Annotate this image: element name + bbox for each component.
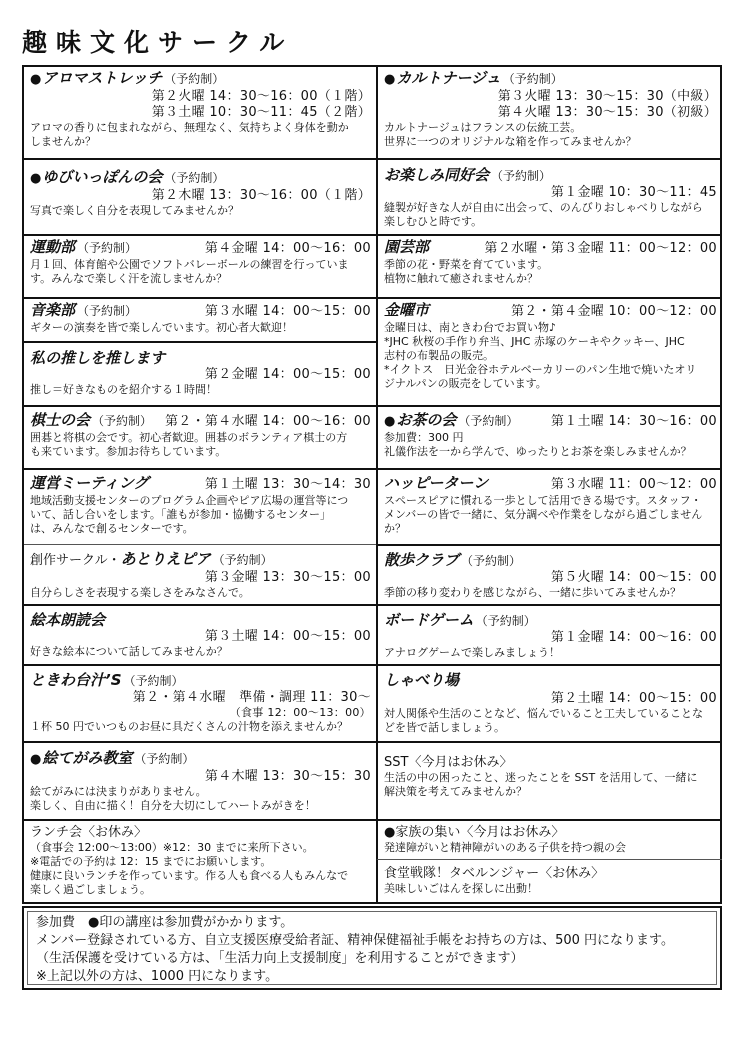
circle-name: あとりえピア [120,550,211,568]
description: 自分らしさを表現する楽しさをみなさんで。 [30,586,250,599]
schedule: 第２水曜・第３金曜 11：00〜12：00 [484,241,717,256]
description: 対人関係や生活のことなど、悩んでいること工夫していることな [384,707,703,720]
description: 季節の移り変わりを感じながら、一緒に歩いてみませんか？ [384,586,681,599]
description: カルトナージュはフランスの伝統工芸。 [384,121,582,134]
circle-yubi [24,158,376,234]
circle-name: 園芸部 [384,238,430,256]
description: ※電話での予約は 12：15 までにお願いします。 [30,855,272,868]
circle-name: 絵てがみ教室 [42,749,133,767]
reservation-tag: （予約制） [77,241,138,255]
page-title: 趣味文化サークル [22,28,294,57]
circle-ongaku [24,297,376,341]
description: 楽しむひと時です。 [384,215,483,228]
schedule: 第２・第４水曜 14：00〜16：00 [164,414,371,429]
circle-shokudo [376,859,722,902]
description: アナログゲームで楽しみましょう！ [384,646,560,659]
schedule: 第２木曜 13：30〜16：00（１階） [151,188,371,203]
circle-name: 棋士の会 [30,411,91,429]
schedule: 第３金曜 13：30〜15：00 [204,570,371,585]
circle-table [22,65,722,904]
fee-bullet: ● [30,72,42,87]
circle-prefix: 創作サークル・ [30,553,121,568]
reservation-tag: （予約制） [458,414,519,428]
circle-cartonnage [376,67,722,158]
description: 健康に良いランチを作っています。作る人も食べる人もみんなで [30,869,349,882]
description: スペースピアに慣れる一歩として活用できる場です。スタッフ・ [384,494,702,507]
reservation-tag: （予約制） [491,169,552,183]
description: しませんか？ [30,135,96,148]
reservation-tag: （予約制） [164,72,225,86]
circle-ocha [376,405,722,468]
description: *イクトス 日光金谷ホテルベーカリーのパン生地で焼いたオリ [384,363,697,376]
description: 美味しいごはんを探しに出動！ [384,882,538,895]
description: 推し＝好きなものを紹介する１時間！ [30,383,217,396]
circle-engei [376,234,722,297]
fee-bullet: ● [30,171,42,186]
description: 囲碁と将棋の会です。初心者歓迎。囲碁のボランティア棋士の方 [30,431,348,444]
circle-name: ときわ台汁’S [30,671,122,689]
description: 生活の中の困ったこと、迷ったことを SST を活用して、一緒に [384,771,698,784]
circle-unei [24,468,376,544]
schedule: 第１土曜 14：30〜16：00 [550,414,717,429]
fee-line: メンバー登録されている方、自立支援医療受給者証、精神保健福祉手帳をお持ちの方は、500 円になります。 [36,933,674,948]
fee-bullet: ● [30,752,42,767]
circle-name: ハッピーターン [384,474,489,492]
circle-tokiwa [24,664,376,741]
description: 月１回、体育館や公園でソフトバレーボールの練習を行っていま [30,258,349,271]
circle-name: アロマストレッチ [42,69,163,87]
circle-kishi [24,405,376,468]
circle-name: 私の推しを推します [30,349,166,367]
description: 参加費：300 円 [384,431,464,444]
description: 楽しく、自由に描く！自分を大切にしてハートみがきを！ [30,799,316,812]
fee-notice [22,906,722,990]
description: 植物に触れて癒されませんか？ [384,272,538,285]
circle-name: カルトナージュ [396,69,501,87]
description: 発達障がいと精神障がいのある子供を持つ親の会 [384,841,626,854]
description: 写真で楽しく自分を表現してみませんか？ [30,204,239,217]
description: １杯 50 円でいつものお昼に具だくさんの汁物を添えませんか？ [30,720,348,733]
reservation-tag: （予約制） [123,674,184,688]
reservation-tag: （予約制） [502,72,563,86]
circle-title: ●家族の集い〈今月はお休み〉 [384,825,565,840]
fee-line: 参加費 ●印の講座は参加費がかかります。 [36,915,294,930]
circle-name: しゃべり場 [384,671,460,689]
circle-name: ゆびいっぽんの会 [42,168,163,186]
schedule: 第３火曜 13：30〜15：30（中級） [497,89,717,104]
schedule: 第１金曜 14：00〜16：00 [550,630,717,645]
description: 解決策を考えてみませんか？ [384,785,527,798]
circle-undo [24,234,376,297]
reservation-tag: （予約制） [212,553,273,567]
description: どを皆で話しましょう。 [384,721,505,734]
schedule: 第２土曜 14：00〜15：00 [550,691,717,706]
schedule: 第１土曜 13：30〜14：30 [204,477,371,492]
circle-kazoku [376,819,722,859]
description: す。みんなで楽しく汗を流しませんか？ [30,272,228,285]
circle-name: 運営ミーティング [30,474,149,492]
circle-ehon [24,604,376,664]
circle-title: 食堂戦隊！タベルンジャー〈お休み〉 [384,866,605,881]
description: ジナルパンの販売をしています。 [384,377,547,390]
description: メンバーの皆で一緒に、気分調べや作業をしながら過ごしません [384,508,703,521]
circle-happy [376,468,722,544]
description: も来ています。参加お待ちしています。 [30,445,227,458]
reservation-tag: （予約制） [134,752,195,766]
description: 礼儀作法を一から学んで、ゆったりとお茶を楽しみませんか？ [384,445,692,458]
circle-name: 音楽部 [30,301,76,319]
schedule: 第２金曜 14：00〜15：00 [204,367,371,382]
description: 地域活動支援センターのプログラム企画やピア広場の運営等につ [30,494,349,507]
reservation-tag: （予約制） [164,171,225,185]
schedule: 第４金曜 14：00〜16：00 [204,241,371,256]
schedule-sub: （食事 12：00〜13：00） [229,706,371,719]
circle-name: お茶の会 [396,411,457,429]
schedule: 第２・第４水曜 準備・調理 11：30〜 [132,690,371,705]
circle-name: ボードゲーム [384,611,474,629]
circle-shaberi [376,664,722,741]
schedule: 第２火曜 14：30〜16：00（１階） [151,89,371,104]
description: （食事会 12:00〜13:00）※12：30 までに来所下さい。 [30,841,314,854]
description: 世界に一つのオリジナルな箱を作ってみませんか？ [384,135,637,148]
description: は、みんなで創るセンターです。 [30,522,194,535]
circle-aroma [24,67,376,158]
description: *JHC 秋桜の手作り弁当、JHC 赤塚のケーキやクッキー、JHC [384,335,685,348]
reservation-tag: （予約制） [461,554,522,568]
schedule: 第３水曜 11：00〜12：00 [550,477,717,492]
schedule: 第３土曜 10：30〜11：45（２階） [151,105,371,120]
circle-sst [376,741,722,819]
schedule: 第４火曜 13：30〜15：30（初級） [497,105,717,120]
fee-bullet: ● [384,414,396,429]
reservation-tag: （予約制） [475,614,536,628]
reservation-tag: （予約制） [77,304,138,318]
circle-name: 運動部 [30,238,76,256]
circle-name: 絵本朗読会 [30,611,106,629]
schedule: 第２・第４金曜 10：00〜12：00 [510,304,717,319]
description: いて、話し合いをします。「誰もが参加・協働するセンター」 [30,508,331,521]
reservation-tag: （予約制） [92,414,153,428]
circle-name: 散歩クラブ [384,551,460,569]
circle-name: お楽しみ同好会 [384,166,490,184]
description: 好きな絵本について話してみませんか？ [30,645,228,658]
description: アロマの香りに包まれながら、無理なく、気持ちよく身体を動か [30,121,349,134]
circle-atelier [24,544,376,604]
circle-oshi [24,341,376,405]
circle-kinyoichi [376,297,722,405]
description: 絵てがみには決まりがありません。 [30,785,207,798]
description: 縫製が好きな人が自由に出会って、のんびりおしゃべりしながら [384,201,703,214]
schedule: 第５火曜 14：00〜15：00 [550,570,717,585]
fee-line: ※上記以外の方は、1000 円になります。 [36,969,279,984]
description: 志村の布製品の販売。 [384,349,494,362]
description: 楽しく過ごしましょう。 [30,883,151,896]
fee-line: （生活保護を受けている方は、「生活力向上支援制度」を利用することができます） [36,951,524,966]
circle-title: ランチ会〈お休み〉 [30,825,148,840]
circle-lunch [24,819,376,902]
description: ギターの演奏を皆で楽しんでいます。初心者大歓迎！ [30,321,294,334]
fee-bullet: ● [384,72,396,87]
schedule: 第３土曜 14：00〜15：00 [204,629,371,644]
circle-name: 金曜市 [384,301,430,319]
schedule: 第４木曜 13：30〜15：30 [204,769,371,784]
description: か？ [384,522,406,535]
circle-etegami [24,741,376,819]
circle-title: SST〈今月はお休み〉 [384,755,513,770]
circle-board [376,604,722,664]
circle-sanpo [376,544,722,604]
circle-otanoshimi [376,158,722,234]
schedule: 第１金曜 10：30〜11：45 [550,185,717,200]
description: 季節の花・野菜を育てています。 [384,258,549,271]
schedule: 第３水曜 14：00〜15：00 [204,304,371,319]
description: 金曜日は、南ときわ台でお買い物♪ [384,321,557,334]
